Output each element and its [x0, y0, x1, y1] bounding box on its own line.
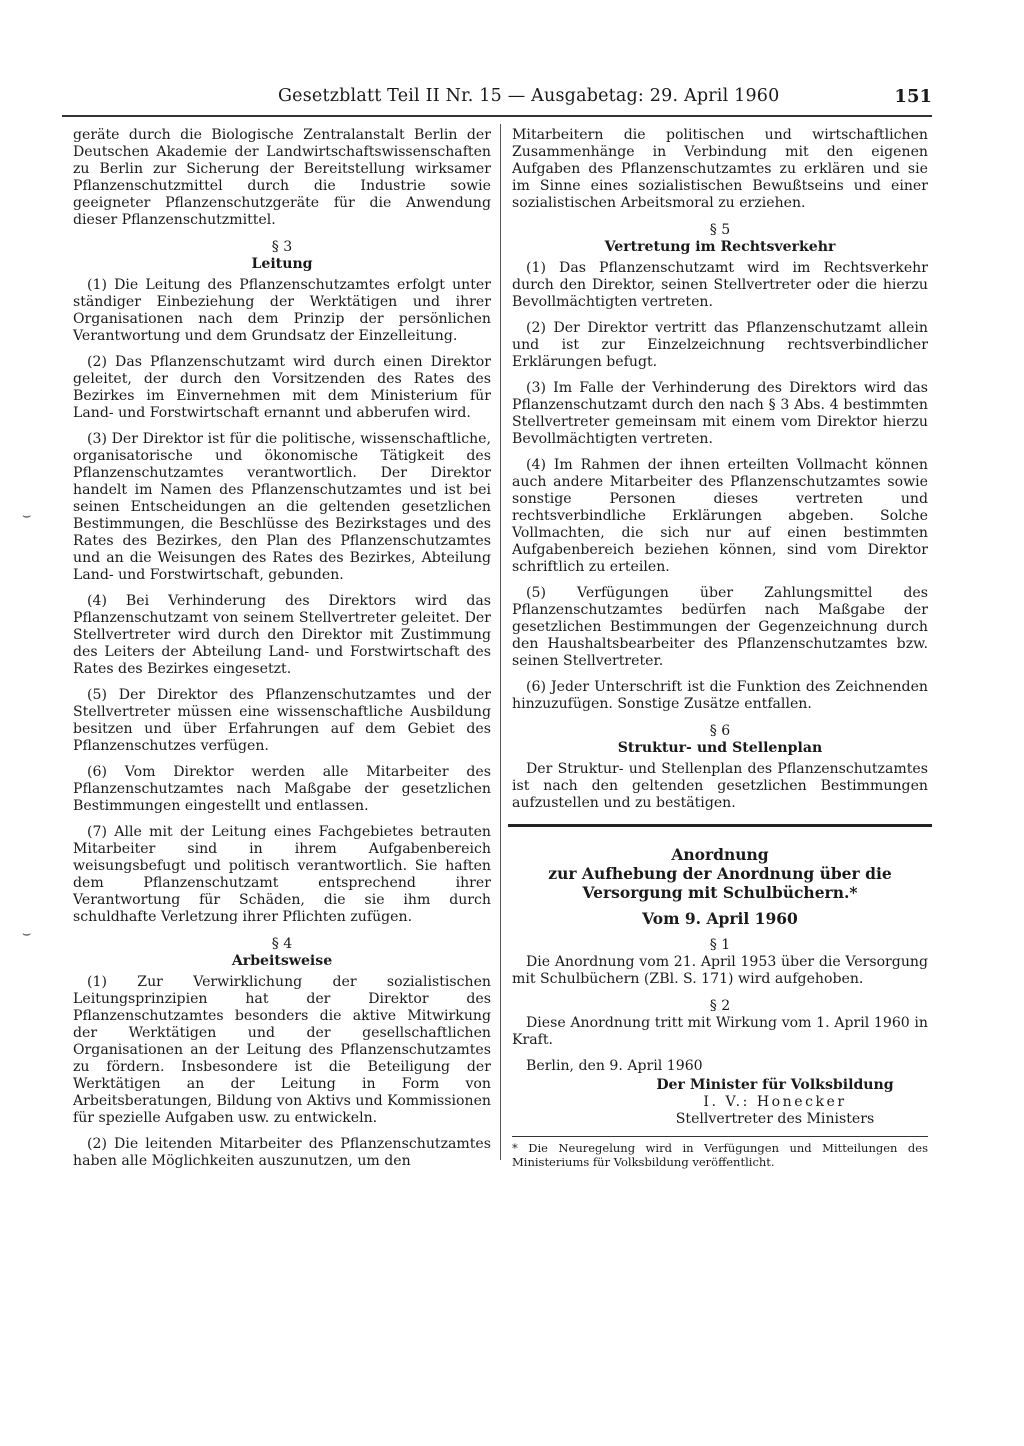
- place-date: Berlin, den 9. April 1960: [526, 1058, 703, 1074]
- decree-section-2-text: Diese Anordnung tritt mit Wirkung vom 1. April 1960 in Kraft.: [512, 1015, 928, 1048]
- section-4-title: Arbeitsweise: [231, 953, 333, 969]
- section-5-para-6: (6) Jeder Unterschrift ist die Funktion des Zeichnenden hinzuzufügen. Sonstige Zusätze entfallen.: [512, 679, 928, 712]
- right-column: [512, 127, 928, 1169]
- section-3-para-5: (5) Der Direktor des Pflanzenschutzamtes und der Stellvertreter müssen eine wissenschaftliche Ausbildung besitzen und über Erfahrungen auf dem Gebiet des Pflanzenschutzes verfügen.: [73, 687, 491, 754]
- left-intro: geräte durch die Biologische Zentralanstalt Berlin der Deutschen Akademie der Landwirtschaftswissenschaften zu Berlin zur Sicherung der Bereitstellung wirksamer Pflanzenschutzmittel durch die Industrie sowie geeigneter Pflanzenschutzgeräte für die Anwendung dieser Pflanzenschutzmittel.: [73, 127, 491, 228]
- signer-role: Stellvertreter des Ministers: [675, 1111, 875, 1127]
- section-3-para-3: (3) Der Direktor ist für die politische, wissenschaftliche, organisatorische und ökonomische Tätigkeit des Pflanzenschutzamtes verantwortlich. Der Direktor handelt im Namen des Pflanzenschutzamtes und ist bei seinen Entscheidungen an die geltenden gesetzlichen Bestimmungen, die Beschlüsse des Bezirkstages und des Rates des Bezirkes, den Plan des Pflanzenschutzamtes und an die Weisungen des Rates des Bezirkes, Abteilung Land- und Forstwirtschaft, gebunden.: [73, 431, 491, 583]
- decree-date: Vom 9. April 1960: [642, 909, 798, 928]
- section-6-number: § 6: [709, 723, 731, 739]
- header-rule: [62, 115, 932, 117]
- section-5-title: Vertretung im Rechtsverkehr: [604, 239, 836, 255]
- right-intro: Mitarbeitern die politischen und wirtschaftlichen Zusammenhänge in Verbindung mit den eigenen Aufgaben des Pflanzenschutzamtes zu erklären und sie im Sinne eines sozialistischen Bewußtseins und einer sozialistischen Arbeitsmoral zu erziehen.: [512, 127, 928, 211]
- section-5-para-1: (1) Das Pflanzenschutzamt wird im Rechtsverkehr durch den Direktor, seinen Stellvertreter oder die hierzu Bevollmächtigten vertreten.: [512, 260, 928, 310]
- page-header: [62, 86, 932, 114]
- decree-separator: [508, 824, 932, 827]
- section-3-para-7: (7) Alle mit der Leitung eines Fachgebietes betrauten Mitarbeiter sind in ihrem Aufgabenbereich weisungsbefugt und politisch verantwortlich. Sie haften dem Pflanzenschutzamt entsprechend ihrer Verantwortung für Schäden, die sie ihm durch schuldhafte Verletzung ihrer Pflichten zufügen.: [73, 824, 491, 925]
- section-3-title: Leitung: [251, 256, 313, 272]
- section-5-number: § 5: [709, 222, 731, 238]
- page-number: 151: [894, 86, 932, 107]
- section-5-para-5: (5) Verfügungen über Zahlungsmittel des Pflanzenschutzamtes bedürfen nach Maßgabe der gesetzlichen Bestimmungen der Gegenzeichnung durch den Haushaltsbearbeiter des Pflanzenschutzamtes bzw. seinen Stellvertreter.: [512, 585, 928, 669]
- footnote-rule: [512, 1136, 928, 1137]
- section-3-para-4: (4) Bei Verhinderung des Direktors wird das Pflanzenschutzamt von seinem Stellvertreter geleitet. Der Stellvertreter wird durch den Direktor mit Zustimmung des Leiters der Abteilung Land- und Forstwirtschaft des Rates des Bezirkes eingesetzt.: [73, 593, 491, 677]
- footnote: * Die Neuregelung wird in Verfügungen und Mitteilungen des Ministeriums für Volksbildung veröffentlicht.: [512, 1141, 928, 1170]
- section-5-para-3: (3) Im Falle der Verhinderung des Direktors wird das Pflanzenschutzamt durch den nach § 3 Abs. 4 bestimmten Stellvertreter gemeinsam mit einem vom Direktor hierzu Bevollmächtigten vertreten.: [512, 380, 928, 447]
- margin-mark: ⌣: [22, 508, 32, 524]
- section-6-para-1: Der Struktur- und Stellenplan des Pflanzenschutzamtes ist nach den geltenden gesetzlichen Bestimmungen aufzustellen und zu bestätigen.: [512, 761, 928, 811]
- signer-org: Der Minister für Volksbildung: [656, 1077, 894, 1093]
- left-column: [73, 127, 491, 1179]
- decree-section-1-text: Die Anordnung vom 21. April 1953 über die Versorgung mit Schulbüchern (ZBl. S. 171) wird aufgehoben.: [512, 954, 928, 987]
- section-4-para-2: (2) Die leitenden Mitarbeiter des Pflanzenschutzamtes haben alle Möglichkeiten auszunutzen, um den: [73, 1136, 491, 1169]
- section-3-number: § 3: [271, 239, 293, 255]
- section-5-para-4: (4) Im Rahmen der ihnen erteilten Vollmacht können auch andere Mitarbeiter des Pflanzenschutzamtes sowie sonstige Personen dieses vertreten und rechtsverbindliche Erklärungen abgeben. Solche Vollmachten, die sich nur auf einen bestimmten Aufgabenbereich beziehen können, sind vom Direktor schriftlich zu erteilen.: [512, 457, 928, 575]
- decree-title: zur Aufhebung der Anordnung über die Versorgung mit Schulbüchern.*: [548, 864, 892, 902]
- column-divider: [500, 124, 501, 1160]
- decree-kind: Anordnung: [671, 845, 769, 864]
- signer-name: I. V.: Honecker: [703, 1094, 847, 1110]
- margin-mark: ⌣: [22, 926, 32, 942]
- section-4-number: § 4: [271, 936, 293, 952]
- section-3-para-2: (2) Das Pflanzenschutzamt wird durch einen Direktor geleitet, der durch den Vorsitzenden des Rates des Bezirkes im Einvernehmen mit dem Ministerium für Land- und Forstwirtschaft ernannt und abberufen wird.: [73, 354, 491, 421]
- decree-section-2-number: § 2: [709, 998, 731, 1014]
- section-5-para-2: (2) Der Direktor vertritt das Pflanzenschutzamt allein und ist zur Einzelzeichnung rechtsverbindlicher Erklärungen befugt.: [512, 320, 928, 370]
- section-6-title: Struktur- und Stellenplan: [617, 740, 823, 756]
- section-3-para-1: (1) Die Leitung des Pflanzenschutzamtes erfolgt unter ständiger Einbeziehung der Werktätigen und ihrer Organisationen nach dem Prinzip der persönlichen Verantwortung und dem Grundsatz der Einzelleitung.: [73, 277, 491, 344]
- header-title: Gesetzblatt Teil II Nr. 15 — Ausgabetag: 29. April 1960: [278, 86, 780, 106]
- decree-section-1-number: § 1: [709, 937, 731, 953]
- section-4-para-1: (1) Zur Verwirklichung der sozialistischen Leitungsprinzipien hat der Direktor des Pflanzenschutzamtes besonders die aktive Mitwirkung der Werktätigen und der gesellschaftlichen Organisationen an der Leitung des Pflanzenschutzamtes zu fördern. Insbesondere ist die Beteiligung der Werktätigen an der Leitung in Form von Arbeitsberatungen, Bildung von Aktivs und Kommissionen für spezielle Aufgaben usw. zu entwickeln.: [73, 974, 491, 1126]
- section-3-para-6: (6) Vom Direktor werden alle Mitarbeiter des Pflanzenschutzamtes nach Maßgabe der gesetzlichen Bestimmungen eingestellt und entlassen.: [73, 764, 491, 814]
